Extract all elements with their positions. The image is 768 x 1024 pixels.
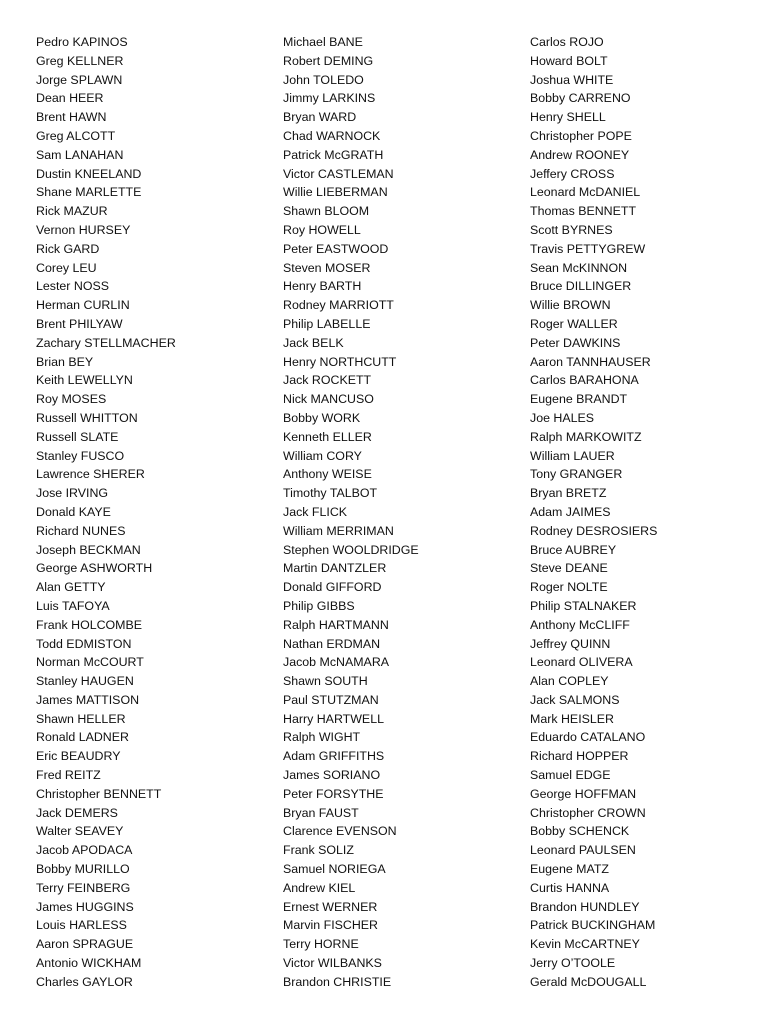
- name-entry: Eugene BRANDT: [530, 392, 628, 407]
- name-entry: Brandon CHRISTIE: [283, 974, 392, 989]
- name-entry: Rodney MARRIOTT: [283, 298, 394, 313]
- name-entry: Shane MARLETTE: [36, 185, 142, 200]
- name-entry: Keith LEWELLYN: [36, 373, 133, 388]
- name-entry: Peter DAWKINS: [530, 335, 621, 350]
- name-column-1: [36, 33, 266, 992]
- name-entry: Rick MAZUR: [36, 204, 108, 219]
- name-entry: Timothy TALBOT: [283, 486, 378, 501]
- name-column-2: [283, 33, 513, 992]
- name-entry: Ralph HARTMANN: [283, 617, 389, 632]
- name-entry: Jack BELK: [283, 335, 344, 350]
- name-entry: Bobby CARRENO: [530, 91, 631, 106]
- name-entry: Eduardo CATALANO: [530, 730, 646, 745]
- name-entry: Peter EASTWOOD: [283, 241, 389, 256]
- name-entry: Terry FEINBERG: [36, 880, 131, 895]
- name-entry: Brent HAWN: [36, 110, 107, 125]
- name-entry: Philip GIBBS: [283, 598, 355, 613]
- name-entry: George HOFFMAN: [530, 786, 637, 801]
- name-entry: Samuel NORIEGA: [283, 862, 386, 877]
- name-entry: Carlos ROJO: [530, 35, 604, 49]
- name-entry: Nick MANCUSO: [283, 392, 374, 407]
- name-entry: Willie BROWN: [530, 298, 611, 313]
- name-entry: Jorge SPLAWN: [36, 72, 123, 87]
- name-entry: Walter SEAVEY: [36, 824, 124, 839]
- name-entry: Shawn HELLER: [36, 711, 126, 726]
- name-entry: Henry SHELL: [530, 110, 606, 125]
- name-entry: Jeffery CROSS: [530, 166, 615, 181]
- name-entry: Thomas BENNETT: [530, 204, 637, 219]
- name-entry: Kevin McCARTNEY: [530, 937, 640, 952]
- name-entry: Gerald McDOUGALL: [530, 974, 647, 989]
- name-entry: Terry HORNE: [283, 937, 359, 952]
- name-entry: Robert DEMING: [283, 53, 374, 68]
- name-entry: Bryan WARD: [283, 110, 357, 125]
- name-entry: Zachary STELLMACHER: [36, 335, 176, 350]
- name-entry: Jack SALMONS: [530, 692, 620, 707]
- name-entry: Jacob APODACA: [36, 843, 133, 858]
- name-entry: Harry HARTWELL: [283, 711, 384, 726]
- name-entry: Jose IRVING: [36, 486, 109, 501]
- name-entry: Louis HARLESS: [36, 918, 127, 933]
- name-entry: Aaron TANNHAUSER: [530, 354, 651, 369]
- name-entry: Anthony McCLIFF: [530, 617, 630, 632]
- name-entry: Vernon HURSEY: [36, 222, 131, 237]
- name-entry: Patrick BUCKINGHAM: [530, 918, 656, 933]
- name-entry: Shawn BLOOM: [283, 204, 370, 219]
- name-entry: William MERRIMAN: [283, 523, 394, 538]
- name-entry: Carlos BARAHONA: [530, 373, 639, 388]
- name-entry: Christopher POPE: [530, 128, 632, 143]
- name-entry: Jacob McNAMARA: [283, 655, 390, 670]
- name-entry: Greg KELLNER: [36, 53, 124, 68]
- name-entry: Brandon HUNDLEY: [530, 899, 640, 914]
- name-entry: Frank HOLCOMBE: [36, 617, 143, 632]
- name-entry: Steven MOSER: [283, 260, 371, 275]
- name-entry: Dean HEER: [36, 91, 104, 106]
- name-entry: Sam LANAHAN: [36, 147, 124, 162]
- name-entry: Stanley FUSCO: [36, 448, 125, 463]
- name-entry: Leonard PAULSEN: [530, 843, 636, 858]
- name-entry: Andrew KIEL: [283, 880, 356, 895]
- name-entry: Alan GETTY: [36, 580, 106, 595]
- name-entry: Willie LIEBERMAN: [283, 185, 388, 200]
- name-entry: Lester NOSS: [36, 279, 109, 294]
- name-entry: Christopher CROWN: [530, 805, 646, 820]
- name-entry: Stanley HAUGEN: [36, 674, 134, 689]
- name-entry: Bruce DILLINGER: [530, 279, 632, 294]
- name-entry: Peter FORSYTHE: [283, 786, 384, 801]
- name-entry: Bobby WORK: [283, 410, 361, 425]
- name-entry: Joseph BECKMAN: [36, 542, 141, 557]
- name-entry: Nathan ERDMAN: [283, 636, 381, 651]
- name-entry: Roger NOLTE: [530, 580, 608, 595]
- name-entry: Leonard OLIVERA: [530, 655, 633, 670]
- name-entry: Tony GRANGER: [530, 467, 623, 482]
- name-entry: Alan COPLEY: [530, 674, 609, 689]
- name-entry: Sean McKINNON: [530, 260, 628, 275]
- name-entry: Corey LEU: [36, 260, 97, 275]
- name-entry: Brent PHILYAW: [36, 316, 123, 331]
- name-entry: Henry BARTH: [283, 279, 362, 294]
- name-entry: Jack DEMERS: [36, 805, 118, 820]
- name-entry: Victor CASTLEMAN: [283, 166, 394, 181]
- name-entry: Eric BEAUDRY: [36, 749, 121, 764]
- name-entry: Donald KAYE: [36, 504, 111, 519]
- name-entry: William LAUER: [530, 448, 615, 463]
- name-entry: Bruce AUBREY: [530, 542, 617, 557]
- name-entry: Russell SLATE: [36, 429, 119, 444]
- name-entry: Joshua WHITE: [530, 72, 614, 87]
- name-entry: James SORIANO: [283, 768, 381, 783]
- name-entry: Adam JAIMES: [530, 504, 611, 519]
- name-entry: Anthony WEISE: [283, 467, 372, 482]
- name-entry: Ronald LADNER: [36, 730, 129, 745]
- name-entry: John TOLEDO: [283, 72, 364, 87]
- name-entry: Kenneth ELLER: [283, 429, 372, 444]
- name-entry: Martin DANTZLER: [283, 561, 387, 576]
- name-entry: Stephen WOOLDRIDGE: [283, 542, 419, 557]
- name-entry: Scott BYRNES: [530, 222, 613, 237]
- name-entry: Roy HOWELL: [283, 222, 361, 237]
- name-entry: Jeffrey QUINN: [530, 636, 611, 651]
- name-entry: Pedro KAPINOS: [36, 35, 128, 49]
- name-entry: Frank SOLIZ: [283, 843, 354, 858]
- name-entry: Philip LABELLE: [283, 316, 371, 331]
- name-entry: Roger WALLER: [530, 316, 618, 331]
- name-entry: Charles GAYLOR: [36, 974, 133, 989]
- name-entry: Greg ALCOTT: [36, 128, 116, 143]
- name-entry: Christopher BENNETT: [36, 786, 162, 801]
- name-entry: Russell WHITTON: [36, 410, 138, 425]
- name-entry: Rick GARD: [36, 241, 100, 256]
- name-entry: Steve DEANE: [530, 561, 608, 576]
- name-entry: Roy MOSES: [36, 392, 107, 407]
- name-entry: Eugene MATZ: [530, 862, 609, 877]
- name-entry: Jimmy LARKINS: [283, 91, 376, 106]
- name-entry: Clarence EVENSON: [283, 824, 397, 839]
- name-entry: Chad WARNOCK: [283, 128, 381, 143]
- name-entry: Mark HEISLER: [530, 711, 614, 726]
- name-entry: James HUGGINS: [36, 899, 134, 914]
- name-column-3: [530, 33, 760, 992]
- name-entry: Antonio WICKHAM: [36, 956, 142, 971]
- name-entry: Norman McCOURT: [36, 655, 144, 670]
- name-entry: Leonard McDANIEL: [530, 185, 641, 200]
- name-entry: Joe HALES: [530, 410, 595, 425]
- name-entry: George ASHWORTH: [36, 561, 153, 576]
- name-entry: Ralph MARKOWITZ: [530, 429, 642, 444]
- name-entry: Jack ROCKETT: [283, 373, 372, 388]
- name-entry: Ralph WIGHT: [283, 730, 361, 745]
- name-entry: Lawrence SHERER: [36, 467, 145, 482]
- name-entry: Jack FLICK: [283, 504, 348, 519]
- name-entry: Fred REITZ: [36, 768, 101, 783]
- name-entry: William CORY: [283, 448, 362, 463]
- name-entry: Todd EDMISTON: [36, 636, 132, 651]
- name-entry: Patrick McGRATH: [283, 147, 384, 162]
- name-entry: Adam GRIFFITHS: [283, 749, 385, 764]
- name-entry: Rodney DESROSIERS: [530, 523, 658, 538]
- name-entry: Herman CURLIN: [36, 298, 130, 313]
- name-entry: Marvin FISCHER: [283, 918, 379, 933]
- name-entry: Dustin KNEELAND: [36, 166, 142, 181]
- name-entry: Andrew ROONEY: [530, 147, 630, 162]
- name-entry: Aaron SPRAGUE: [36, 937, 134, 952]
- name-entry: Shawn SOUTH: [283, 674, 368, 689]
- name-entry: Bobby MURILLO: [36, 862, 130, 877]
- name-entry: Bryan BRETZ: [530, 486, 607, 501]
- name-entry: Samuel EDGE: [530, 768, 611, 783]
- name-entry: Richard HOPPER: [530, 749, 629, 764]
- name-entry: Luis TAFOYA: [36, 598, 110, 613]
- name-entry: Michael BANE: [283, 35, 363, 49]
- name-entry: Henry NORTHCUTT: [283, 354, 397, 369]
- name-entry: Donald GIFFORD: [283, 580, 382, 595]
- name-entry: Brian BEY: [36, 354, 94, 369]
- name-entry: Paul STUTZMAN: [283, 692, 379, 707]
- name-entry: Bryan FAUST: [283, 805, 359, 820]
- name-entry: Philip STALNAKER: [530, 598, 637, 613]
- name-entry: Jerry O’TOOLE: [530, 956, 616, 971]
- name-entry: James MATTISON: [36, 692, 140, 707]
- name-entry: Curtis HANNA: [530, 880, 610, 895]
- name-entry: Victor WILBANKS: [283, 956, 382, 971]
- name-entry: Howard BOLT: [530, 53, 608, 68]
- name-entry: Bobby SCHENCK: [530, 824, 630, 839]
- name-entry: Travis PETTYGREW: [530, 241, 646, 256]
- name-entry: Ernest WERNER: [283, 899, 378, 914]
- name-entry: Richard NUNES: [36, 523, 126, 538]
